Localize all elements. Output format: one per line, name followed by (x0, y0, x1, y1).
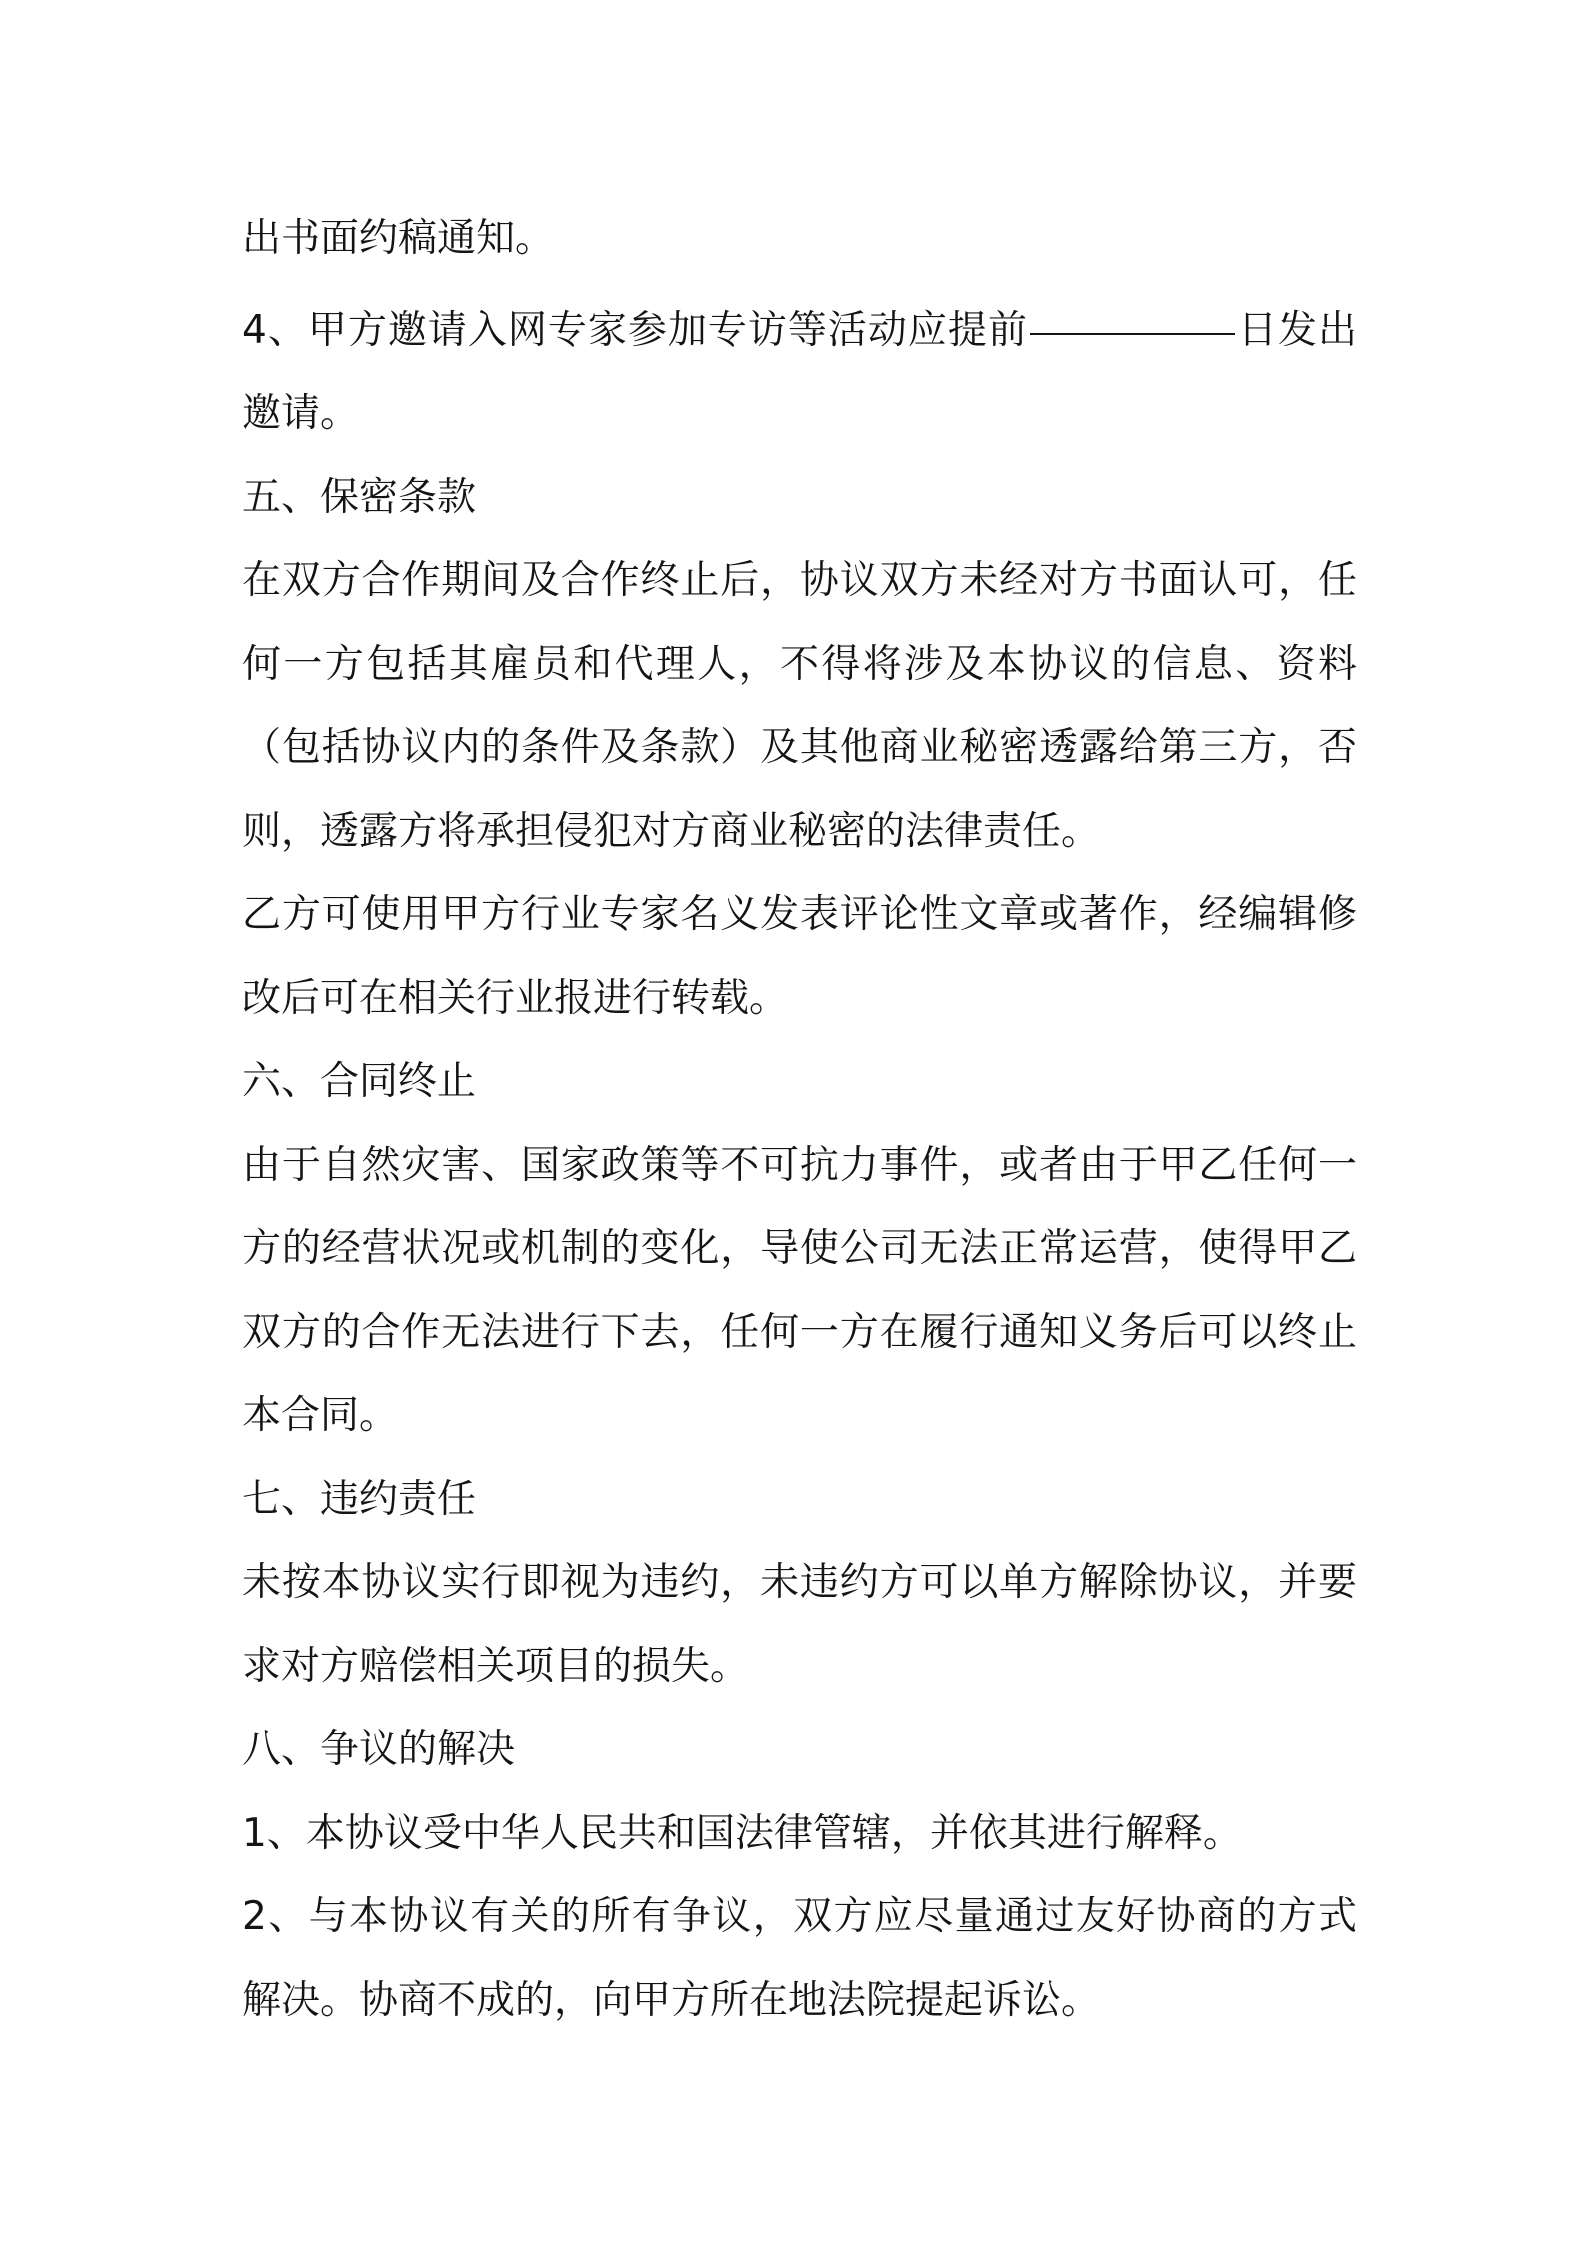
clause-4-text-end: 日发出邀请。 (242, 307, 1357, 436)
document-body (242, 197, 1357, 2042)
section-heading-dispute: 八、争议的解决 (242, 1727, 516, 1772)
paragraph-dispute-2: 2、与本协议有关的所有争议，双方应尽量通过友好协商的方式解决。协商不成的，向甲方所在地法院提起诉讼。 (242, 1894, 1357, 2023)
paragraph-confidentiality: 在双方合作期间及合作终止后，协议双方未经对方书面认可，任何一方包括其雇员和代理人，不得将涉及本协议的信息、资料（包括协议内的条件及条款）及其他商业秘密透露给第三方，否则，透露方将承担侵犯对方商业秘密的法律责任。 (242, 558, 1357, 854)
clause-4-text-start: 4、甲方邀请入网专家参加专访等活动应提前 (242, 307, 1028, 353)
paragraph-breach: 未按本协议实行即视为违约，未违约方可以单方解除协议，并要求对方赔偿相关项目的损失。 (242, 1560, 1357, 1689)
paragraph-dispute-1: 1、本协议受中华人民共和国法律管辖，并依其进行解释。 (242, 1810, 1242, 1856)
paragraph-notice-continuation: 出书面约稿通知。 (242, 216, 555, 261)
paragraph-termination: 由于自然灾害、国家政策等不可抗力事件，或者由于甲乙任何一方的经营状况或机制的变化，导使公司无法正常运营，使得甲乙双方的合作无法进行下去，任何一方在履行通知义务后可以终止本合同。 (242, 1142, 1357, 1438)
section-heading-breach: 七、违约责任 (242, 1476, 477, 1522)
paragraph-expert-articles: 乙方可使用甲方行业专家名义发表评论性文章或著作，经编辑修改后可在相关行业报进行转载。 (242, 892, 1357, 1021)
fill-in-blank-days (1030, 273, 1235, 335)
section-heading-termination: 六、合同终止 (242, 1059, 477, 1104)
paragraph-clause-4 (242, 281, 1357, 456)
section-heading-confidentiality: 五、保密条款 (242, 474, 477, 520)
